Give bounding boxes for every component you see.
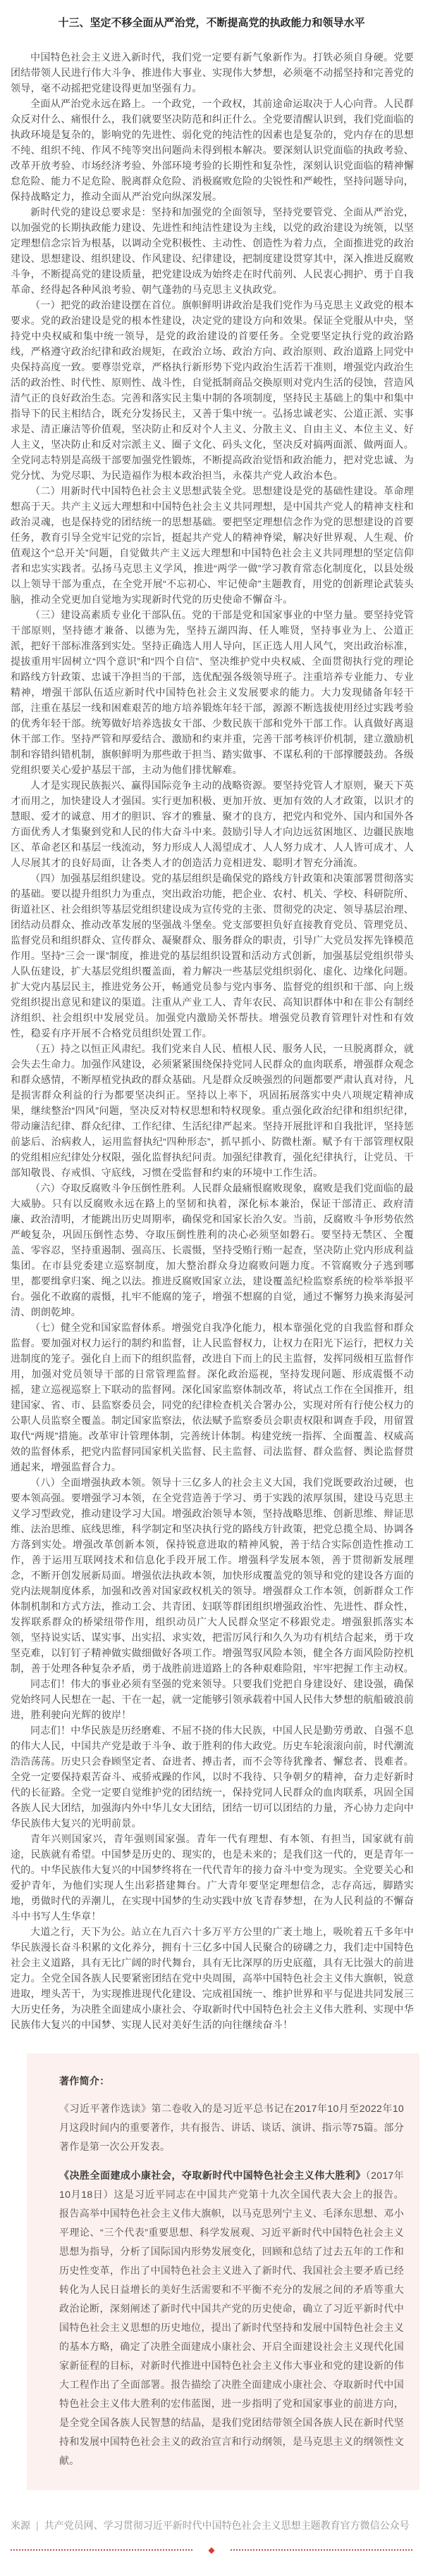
article-paragraph: 大道之行，天下为公。站立在九百六十多万平方公里的广袤土地上，吸吮着五千多年中华民族漫长奋斗积累的文化养分，拥有十三亿多中国人民聚合的磅礴之力，我们走中国特色社会主义道路，具有无比广阔的时代舞台，具有无比深厚的历史底蕴，具有无比强大的前进定力。全党全国各族人民要紧密团结在党中央周围，高举中国特色社会主义伟大旗帜，锐意进取，埋头苦干，为实现推进现代化建设、完成祖国统一、维护世界和平与促进共同发展三大历史任务，为决胜全面建成小康社会、夺取新时代中国特色社会主义伟大胜利、实现中华民族伟大复兴的中国梦、实现人民对美好生活的向往继续奋斗！ [11, 1926, 414, 2030]
book-intro-paragraph [59, 2166, 404, 2470]
book-intro-paragraph: 《习近平著作选读》第二卷收入的是习近平总书记在2017年10月至2022年10月这段时间内的重要著作，共有报告、讲话、谈话、演讲、指示等75篇。部分著作是第一次公开发表。 [59, 2103, 404, 2152]
article-paragraph: （一）把党的政治建设摆在首位。旗帜鲜明讲政治是我们党作为马克思主义政党的根本要求。党的政治建设是党的根本性建设，决定党的建设方向和效果。保证全党服从中央，坚持党中央权威和集中统一领导，是党的政治建设的首要任务。全党要坚定执行党的政治路线，严格遵守政治纪律和政治规矩，在政治立场、政治方向、政治原则、政治道路上同党中央保持高度一致。要尊崇党章，严格执行新形势下党内政治生活若干准则，增强党内政治生活的政治性、时代性、原则性、战斗性，自觉抵制商品交换原则对党内生活的侵蚀，营造风清气正的良好政治生态。完善和落实民主集中制的各项制度，坚持民主基础上的集中和集中指导下的民主相结合，既充分发扬民主，又善于集中统一。弘扬忠诚老实、公道正派、实事求是、清正廉洁等价值观，坚决防止和反对个人主义、分散主义、自由主义、本位主义、好人主义，坚决防止和反对宗派主义、圈子文化、码头文化，坚决反对搞两面派、做两面人。全党同志特别是高级干部要加强党性锻炼，不断提高政治觉悟和政治能力，把对党忠诚、为党分忧、为党尽职、为民造福作为根本政治担当，永葆共产党人政治本色。 [11, 299, 414, 481]
source-text: 共产党员网、学习贯彻习近平新时代中国特色社会主义思想主题教育官方微信公众号 [44, 2520, 410, 2531]
source-line [11, 2518, 412, 2532]
book-title-bold: 《决胜全面建成小康社会，夺取新时代中国特色社会主义伟大胜利》 [59, 2170, 366, 2181]
article-paragraph: （四）加强基层组织建设。党的基层组织是确保党的路线方针政策和决策部署贯彻落实的基础。要以提升组织力为重点，突出政治功能，把企业、农村、机关、学校、科研院所、街道社区、社会组织等基层党组织建设成为宣传党的主张、贯彻党的决定、领导基层治理、团结动员群众、推动改革发展的坚强战斗堡垒。党支部要担负好直接教育党员、管理党员、监督党员和组织群众、宣传群众、凝聚群众、服务群众的职责，引导广大党员发挥先锋模范作用。坚持“三会一课”制度，推进党的基层组织设置和活动方式创新，加强基层党组织带头人队伍建设，扩大基层党组织覆盖面，着力解决一些基层党组织弱化、虚化、边缘化问题。扩大党内基层民主，推进党务公开，畅通党员参与党内事务、监督党的组织和干部、向上级党组织提出意见和建议的渠道。注重从产业工人、青年农民、高知识群体中和在非公有制经济组织、社会组织中发展党员。加强党内激励关怀帮扶。增强党员教育管理针对性和有效性，稳妥有序开展不合格党员组织处置工作。 [11, 873, 414, 1039]
page-title: 十三、坚定不移全面从严治党，不断提高党的执政能力和领导水平 [58, 17, 365, 29]
article-paragraph: （六）夺取反腐败斗争压倒性胜利。人民群众最痛恨腐败现象，腐败是我们党面临的最大威胁。只有以反腐败永远在路上的坚韧和执着，深化标本兼治，保证干部清正、政府清廉、政治清明，才能跳出历史周期率，确保党和国家长治久安。当前，反腐败斗争形势依然严峻复杂，巩固压倒性态势、夺取压倒性胜利的决心必须坚如磐石。要坚持无禁区、全覆盖、零容忍，坚持重遏制、强高压、长震慑，坚持受贿行贿一起查，坚决防止党内形成利益集团。在市县党委建立巡察制度，加大整治群众身边腐败问题力度。不管腐败分子逃到哪里，都要缉拿归案、绳之以法。推进反腐败国家立法，建设覆盖纪检监察系统的检举举报平台。强化不敢腐的震慑，扎牢不能腐的笼子，增强不想腐的自觉，通过不懈努力换来海晏河清、朗朗乾坤。 [11, 1182, 414, 1318]
article-paragraph: 同志们！伟大的事业必须有坚强的党来领导。只要我们党把自身建设好、建设强，确保党始终同人民想在一起、干在一起，就一定能够引领承载着中国人民伟大梦想的航船破浪前进，胜利驶向光辉的彼岸！ [11, 1678, 414, 1720]
bottom-divider [11, 2545, 412, 2555]
source-separator-bar: | [36, 2520, 39, 2531]
article-paragraph: 新时代党的建设总要求是：坚持和加强党的全面领导，坚持党要管党、全面从严治党，以加强党的长期执政能力建设、先进性和纯洁性建设为主线，以党的政治建设为统领，以坚定理想信念宗旨为根基，以调动全党积极性、主动性、创造性为着力点，全面推进党的政治建设、思想建设、组织建设、作风建设、纪律建设，把制度建设贯穿其中，深入推进反腐败斗争，不断提高党的建设质量，把党建设成为始终走在时代前列、人民衷心拥护、勇于自我革命、经得起各种风浪考验、朝气蓬勃的马克思主义执政党。 [11, 206, 414, 295]
article-paragraph: 同志们！中华民族是历经磨难、不屈不挠的伟大民族，中国人民是勤劳勇敢、自强不息的伟大人民，中国共产党是敢于斗争、敢于胜利的伟大政党。历史车轮滚滚向前，时代潮流浩浩荡荡。历史只会眷顾坚定者、奋进者、搏击者，而不会等待犹豫者、懈怠者、畏难者。全党一定要保持艰苦奋斗、戒骄戒躁的作风，以时不我待、只争朝夕的精神，奋力走好新时代的长征路。全党一定要自觉维护党的团结统一，保持党同人民群众的血肉联系，巩固全国各族人民大团结，加强海内外中华儿女大团结，团结一切可以团结的力量，齐心协力走向中华民族伟大复兴的光明前景。 [11, 1725, 414, 1829]
book-description: （2017年10月18日）这是习近平同志在中国共产党第十九次全国代表大会上的报告。报告高举中国特色社会主义伟大旗帜，以马克思列宁主义、毛泽东思想、邓小平理论、“三个代表”重要思想、科学发展观、习近平新时代中国特色社会主义思想为指导，分析了国际国内形势发展变化，回顾和总结了过去五年的工作和历史性变革，作出了中国特色社会主义进入了新时代、我国社会主要矛盾已经转化为人民日益增长的美好生活需要和不平衡不充分的发展之间的矛盾等重大政治论断，深刻阐述了新时代中国共产党的历史使命，确立了习近平新时代中国特色社会主义思想的历史地位，提出了新时代坚持和发展中国特色社会主义的基本方略，确定了决胜全面建成小康社会、开启全面建设社会主义现代化国家新征程的目标，对新时代推进中国特色社会主义伟大事业和党的建设新的伟大工程作出了全面部署。报告描绘了决胜全面建成小康社会、夺取新时代中国特色社会主义伟大胜利的宏伟蓝图，进一步指明了党和国家事业的前进方向，是全党全国各族人民智慧的结晶，是我们党团结带领全国各族人民在新时代坚持和发展中国特色社会主义的政治宣言和行动纲领，是马克思主义的纲领性文献。 [59, 2170, 404, 2466]
book-intro-box [27, 2053, 419, 2490]
book-intro-heading: 著作简介： [59, 2075, 110, 2087]
article-paragraph: （五）持之以恒正风肃纪。我们党来自人民、植根人民、服务人民，一旦脱离群众，就会失去生命力。加强作风建设，必须紧紧围绕保持党同人民群众的血肉联系，增强群众观念和群众感情，不断厚植党执政的群众基础。凡是群众反映强烈的问题都要严肃认真对待，凡是损害群众利益的行为都要坚决纠正。坚持以上率下，巩固拓展落实中央八项规定精神成果，继续整治“四风”问题，坚决反对特权思想和特权现象。重点强化政治纪律和组织纪律，带动廉洁纪律、群众纪律、工作纪律、生活纪律严起来。坚持开展批评和自我批评，坚持惩前毖后、治病救人，运用监督执纪“四种形态”，抓早抓小、防微杜渐。赋予有干部管理权限的党组相应纪律处分权限，强化监督执纪问责。加强纪律教育，强化纪律执行，让党员、干部知敬畏、存戒惧、守底线，习惯在受监督和约束的环境中工作生活。 [11, 1043, 414, 1178]
article-paragraph: 全面从严治党永远在路上。一个政党，一个政权，其前途命运取决于人心向背。人民群众反对什么、痛恨什么，我们就要坚决防范和纠正什么。全党要清醒认识到，我们党面临的执政环境是复杂的，影响党的先进性、弱化党的纯洁性的因素也是复杂的，党内存在的思想不纯、组织不纯、作风不纯等突出问题尚未得到根本解决。要深刻认识党面临的执政考验、改革开放考验、市场经济考验、外部环境考验的长期性和复杂性，深刻认识党面临的精神懈怠危险、能力不足危险、脱离群众危险、消极腐败危险的尖锐性和严峻性，坚持问题导向，保持战略定力，推动全面从严治党向纵深发展。 [11, 98, 414, 202]
article-paragraph: 中国特色社会主义进入新时代，我们党一定要有新气象新作为。打铁必须自身硬。党要团结带领人民进行伟大斗争、推进伟大事业、实现伟大梦想，必须毫不动摇坚持和完善党的领导，毫不动摇把党建设得更加坚强有力。 [11, 51, 414, 94]
article-paragraph: （七）健全党和国家监督体系。增强党自我净化能力，根本靠强化党的自我监督和群众监督。要加强对权力运行的制约和监督，让人民监督权力，让权力在阳光下运行，把权力关进制度的笼子。强化自上而下的组织监督，改进自下而上的民主监督，发挥同级相互监督作用，加强对党员领导干部的日常管理监督。深化政治巡视，坚持发现问题、形成震慑不动摇，建立巡视巡察上下联动的监督网。深化国家监察体制改革，将试点工作在全国推开，组建国家、省、市、县监察委员会，同党的纪律检查机关合署办公，实现对所有行使公权力的公职人员监察全覆盖。制定国家监察法，依法赋予监察委员会职责权限和调查手段，用留置取代“两规”措施。改革审计管理体制，完善统计体制。构建党统一指挥、全面覆盖、权威高效的监督体系，把党内监督同国家机关监督、民主监督、司法监督、群众监督、舆论监督贯通起来，增强监督合力。 [11, 1322, 414, 1473]
article-paragraph: 青年兴则国家兴，青年强则国家强。青年一代有理想、有本领、有担当，国家就有前途，民族就有希望。中国梦是历史的、现实的，也是未来的；是我们这一代的，更是青年一代的。中华民族伟大复兴的中国梦终将在一代代青年的接力奋斗中变为现实。全党要关心和爱护青年，为他们实现人生出彩搭建舞台。广大青年要坚定理想信念，志存高远，脚踏实地，勇做时代的弄潮儿，在实现中国梦的生动实践中放飞青春梦想，在为人民利益的不懈奋斗中书写人生华章！ [11, 1833, 414, 1922]
divider-dots-left [11, 2549, 192, 2551]
article-paragraph: 人才是实现民族振兴、赢得国际竞争主动的战略资源。要坚持党管人才原则，聚天下英才而用之，加快建设人才强国。实行更加积极、更加开放、更加有效的人才政策，以识才的慧眼、爱才的诚意、用才的胆识、容才的雅量、聚才的良方，把党内和党外、国内和国外各方面优秀人才集聚到党和人民的伟大奋斗中来。鼓励引导人才向边远贫困地区、边疆民族地区、革命老区和基层一线流动，努力形成人人渴望成才、人人努力成才、人人皆可成才、人人尽展其才的良好局面，让各类人才的创造活力竞相迸发、聪明才智充分涌流。 [11, 780, 414, 868]
source-label: 来源 [11, 2520, 30, 2531]
article-body [0, 49, 423, 2032]
article-paragraph: （三）建设高素质专业化干部队伍。党的干部是党和国家事业的中坚力量。要坚持党管干部原则，坚持德才兼备、以德为先，坚持五湖四海、任人唯贤，坚持事业为上、公道正派，把好干部标准落到实处。坚持正确选人用人导向，匡正选人用人风气，突出政治标准，提拔重用牢固树立“四个意识”和“四个自信”、坚决维护党中央权威、全面贯彻执行党的理论和路线方针政策、忠诚干净担当的干部，选优配强各级领导班子。注重培养专业能力、专业精神，增强干部队伍适应新时代中国特色社会主义发展要求的能力。大力发现储备年轻干部，注重在基层一线和困难艰苦的地方培养锻炼年轻干部，源源不断选拔使用经过实践考验的优秀年轻干部。统筹做好培养选拔女干部、少数民族干部和党外干部工作。认真做好离退休干部工作。坚持严管和厚爱结合、激励和约束并重，完善干部考核评价机制，建立激励机制和容错纠错机制，旗帜鲜明为那些敢于担当、踏实做事、不谋私利的干部撑腰鼓劲。各级党组织要关心爱护基层干部，主动为他们排忧解难。 [11, 609, 414, 775]
article-paragraph: （二）用新时代中国特色社会主义思想武装全党。思想建设是党的基础性建设。革命理想高于天。共产主义远大理想和中国特色社会主义共同理想，是中国共产党人的精神支柱和政治灵魂，也是保持党的团结统一的思想基础。要把坚定理想信念作为党的思想建设的首要任务，教育引导全党牢记党的宗旨，挺起共产党人的精神脊梁，解决好世界观、人生观、价值观这个“总开关”问题，自觉做共产主义远大理想和中国特色社会主义共同理想的坚定信仰者和忠实实践者。弘扬马克思主义学风，推进“两学一做”学习教育常态化制度化，以县处级以上领导干部为重点，在全党开展“不忘初心、牢记使命”主题教育，用党的创新理论武装头脑，推动全党更加自觉地为实现新时代党的历史使命不懈奋斗。 [11, 485, 414, 605]
article-paragraph: （八）全面增强执政本领。领导十三亿多人的社会主义大国，我们党既要政治过硬，也要本领高强。要增强学习本领，在全党营造善于学习、勇于实践的浓厚氛围，建设马克思主义学习型政党，推动建设学习大国。增强政治领导本领，坚持战略思维、创新思维、辩证思维、法治思维、底线思维，科学制定和坚决执行党的路线方针政策，把党总揽全局、协调各方落到实处。增强改革创新本领，保持锐意进取的精神风貌，善于结合实际创造性推动工作，善于运用互联网技术和信息化手段开展工作。增强科学发展本领，善于贯彻新发展理念，不断开创发展新局面。增强依法执政本领，加快形成覆盖党的领导和党的建设各方面的党内法规制度体系，加强和改善对国家政权机关的领导。增强群众工作本领，创新群众工作体制机制和方式方法，推动工会、共青团、妇联等群团组织增强政治性、先进性、群众性，发挥联系群众的桥梁纽带作用，组织动员广大人民群众坚定不移跟党走。增强狠抓落实本领，坚持说实话、谋实事、出实招、求实效，把雷厉风行和久久为功有机结合起来，勇于攻坚克难，以钉钉子精神做实做细做好各项工作。增强驾驭风险本领，健全各方面风险防控机制，善于处理各种复杂矛盾，勇于战胜前进道路上的各种艰难险阻，牢牢把握工作主动权。 [11, 1477, 414, 1674]
divider-dots-right [231, 2549, 412, 2551]
diamond-icon: ◆ [208, 2545, 215, 2555]
